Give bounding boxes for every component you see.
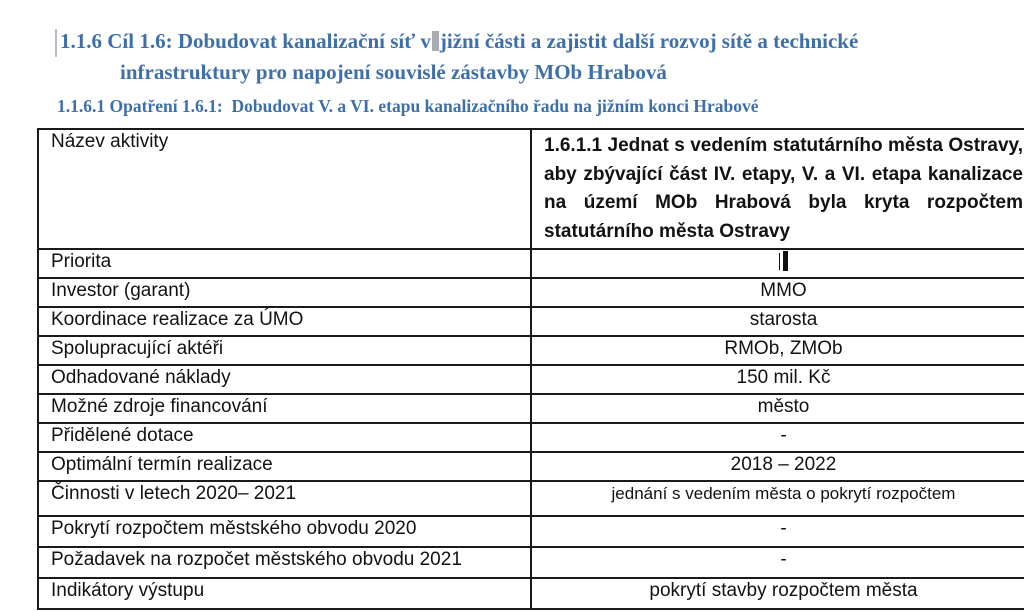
row-label-cell[interactable] <box>38 452 531 481</box>
row-label: Spolupracující aktéři <box>51 338 224 359</box>
row-value: 2018 – 2022 <box>730 454 837 475</box>
row-value-cell[interactable] <box>531 423 1024 452</box>
row-value-cell[interactable] <box>531 516 1024 547</box>
row-value <box>544 251 1023 274</box>
row-value-cell[interactable] <box>531 547 1024 578</box>
row-value: - <box>780 425 787 446</box>
row-value: město <box>757 396 810 417</box>
row-value-cell[interactable] <box>531 249 1024 278</box>
row-value: 150 mil. Kč <box>736 367 831 388</box>
activity-table-wrapper <box>37 128 1023 610</box>
goal-heading-text-before-cursor: 1.1.6 Cíl 1.6: Dobudovat kanalizační síť v <box>60 29 431 53</box>
goal-heading-line2: infrastruktury pro napojení souvislé zástavby MOb Hrabová <box>120 60 667 84</box>
activity-table <box>37 128 1024 610</box>
text-caret <box>779 253 781 270</box>
goal-heading-text-after-cursor: jižní části a zajistit další rozvoj sítě a technické <box>439 29 859 53</box>
row-value: 1.6.1.1 Jednat s vedením statutárního města Ostravy, aby zbývající část IV. etapy, V. a VI. etapa kanalizace na území MOb Hrabová byla kryta rozpočtem statutárního města Ostravy <box>544 135 1023 242</box>
row-value-cell[interactable] <box>531 278 1024 307</box>
row-value-cell[interactable] <box>531 307 1024 336</box>
row-value-cell[interactable] <box>531 394 1024 423</box>
row-value: - <box>780 518 787 539</box>
row-label: Optimální termín realizace <box>51 454 273 475</box>
table-row <box>38 394 1024 423</box>
table-row <box>38 365 1024 394</box>
table-row <box>38 547 1024 578</box>
table-row <box>38 423 1024 452</box>
table-row <box>38 578 1024 609</box>
table-row <box>38 336 1024 365</box>
row-label-cell[interactable] <box>38 129 531 249</box>
inline-text-cursor <box>432 31 439 51</box>
row-value: pokrytí stavby rozpočtem města <box>649 580 918 601</box>
row-value-cell[interactable] <box>531 365 1024 394</box>
row-value: starosta <box>749 309 818 330</box>
row-label-cell[interactable] <box>38 578 531 609</box>
row-label: Pokrytí rozpočtem městského obvodu 2020 <box>51 518 417 539</box>
row-value-cell[interactable] <box>531 336 1024 365</box>
table-row <box>38 452 1024 481</box>
table-row <box>38 129 1024 249</box>
row-label: Investor (garant) <box>51 280 191 301</box>
row-label: Priorita <box>51 251 112 272</box>
row-label: Přidělené dotace <box>51 425 194 446</box>
table-row <box>38 307 1024 336</box>
row-value: MMO <box>760 280 807 301</box>
row-label-cell[interactable] <box>38 547 531 578</box>
table-row <box>38 481 1024 516</box>
row-label: Odhadované náklady <box>51 367 231 388</box>
row-label-cell[interactable] <box>38 394 531 423</box>
row-value: RMOb, ZMOb <box>724 338 843 359</box>
row-label: Požadavek na rozpočet městského obvodu 2021 <box>51 549 462 570</box>
row-value-cell[interactable] <box>531 578 1024 609</box>
row-value-cell[interactable] <box>531 129 1024 249</box>
measure-subheading[interactable]: 1.1.6.1 Opatření 1.6.1: Dobudovat V. a VI. etapu kanalizačního řadu na jižním konci Hrabové <box>57 96 759 116</box>
row-label-cell[interactable] <box>38 336 531 365</box>
table-row <box>38 249 1024 278</box>
row-label-cell[interactable] <box>38 516 531 547</box>
table-row <box>38 516 1024 547</box>
table-row <box>38 278 1024 307</box>
row-value-cell[interactable] <box>531 481 1024 516</box>
row-label: Možné zdroje financování <box>51 396 268 417</box>
goal-heading[interactable] <box>60 26 1010 88</box>
row-label-cell[interactable] <box>38 365 531 394</box>
row-label-cell[interactable] <box>38 307 531 336</box>
priority-value-bar <box>783 251 788 271</box>
row-label-cell[interactable] <box>38 278 531 307</box>
row-label: Název aktivity <box>51 131 169 152</box>
row-value: - <box>780 549 787 570</box>
row-label-cell[interactable] <box>38 249 531 278</box>
row-label-cell[interactable] <box>38 423 531 452</box>
row-label: Koordinace realizace za ÚMO <box>51 309 304 330</box>
change-bar <box>55 29 57 57</box>
row-value: jednání s vedením města o pokrytí rozpočtem <box>611 484 956 503</box>
activity-table-body <box>38 129 1024 609</box>
row-label-cell[interactable] <box>38 481 531 516</box>
row-label: Indikátory výstupu <box>51 580 205 601</box>
row-label: Činnosti v letech 2020– 2021 <box>51 483 297 504</box>
row-value-cell[interactable] <box>531 452 1024 481</box>
